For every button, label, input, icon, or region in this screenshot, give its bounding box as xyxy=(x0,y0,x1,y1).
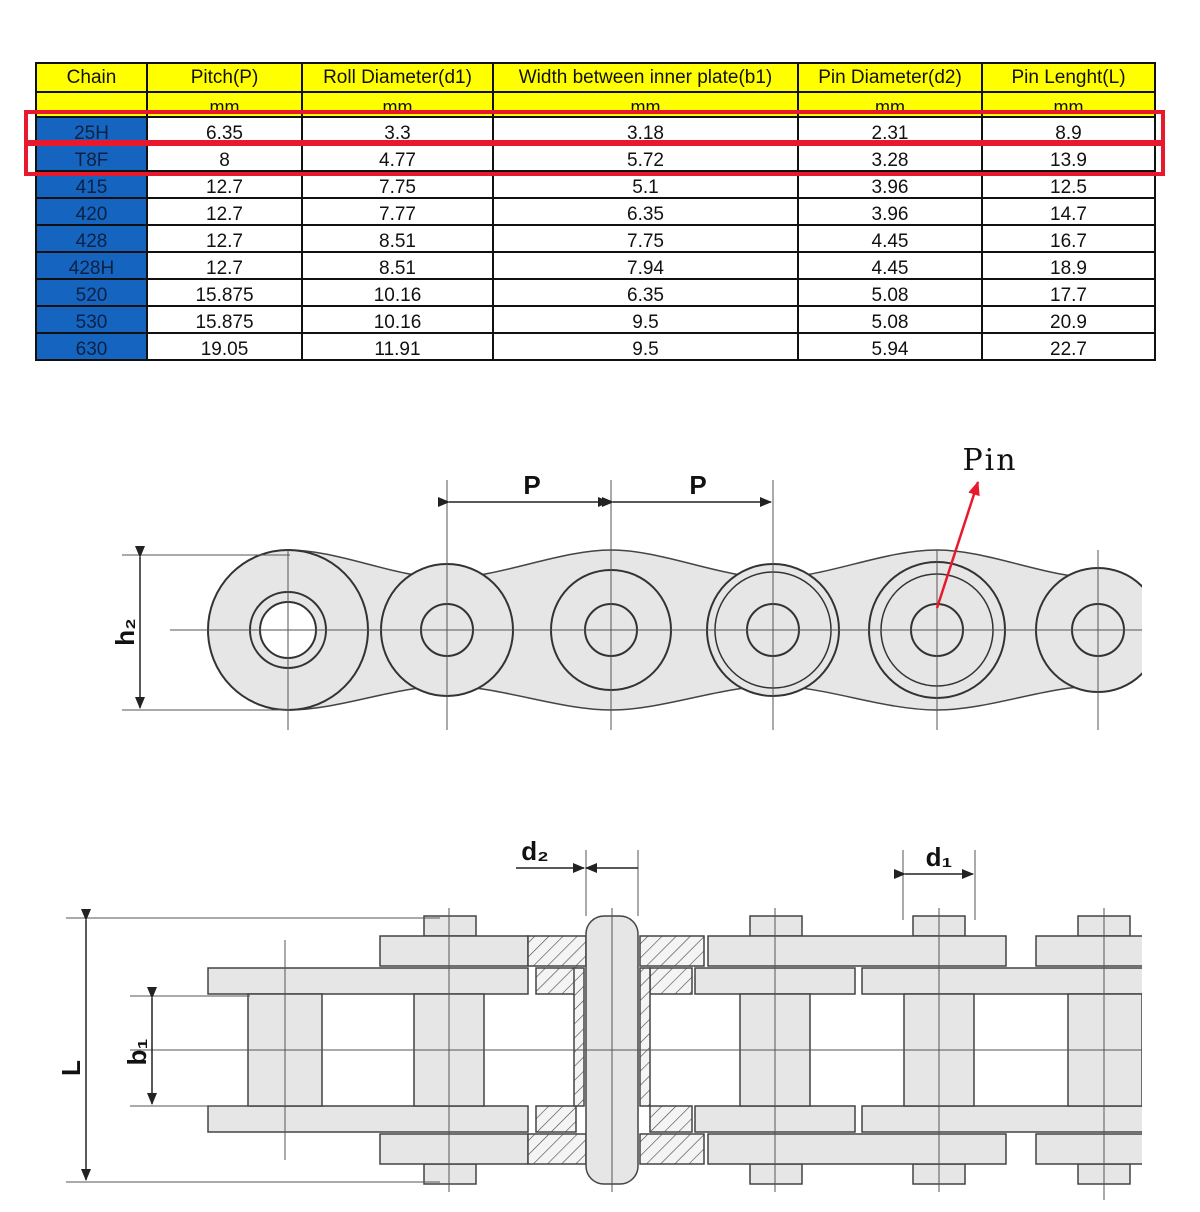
cell-pin-length: 8.9 xyxy=(982,117,1155,144)
table-row xyxy=(36,252,1155,279)
header-chain: Chain xyxy=(36,63,147,92)
cell-pitch: 6.35 xyxy=(147,117,302,144)
cell-chain: 520 xyxy=(36,279,147,306)
cell-pitch: 12.7 xyxy=(147,252,302,279)
cell-pin-length: 13.9 xyxy=(982,144,1155,171)
cell-inner-width: 6.35 xyxy=(493,198,798,225)
chain-side-view xyxy=(0,430,1200,750)
cell-roll-diameter: 8.51 xyxy=(302,252,493,279)
top-dimensions xyxy=(86,868,973,1180)
cell-pitch: 15.875 xyxy=(147,279,302,306)
cell-pin-diameter: 5.08 xyxy=(798,279,982,306)
cell-chain: 415 xyxy=(36,171,147,198)
cell-pin-diameter: 4.45 xyxy=(798,252,982,279)
cell-inner-width: 9.5 xyxy=(493,333,798,360)
cell-inner-width: 3.18 xyxy=(493,117,798,144)
unit-cell: mm xyxy=(493,92,798,117)
roller-diameter-label: d₁ xyxy=(925,842,953,872)
cell-roll-diameter: 7.77 xyxy=(302,198,493,225)
inner-width-label: b₁ xyxy=(122,1038,152,1066)
cell-chain: 530 xyxy=(36,306,147,333)
header-roll-diameter: Roll Diameter(d1) xyxy=(302,63,493,92)
header-pin-length: Pin Lenght(L) xyxy=(982,63,1155,92)
cell-pin-diameter: 3.96 xyxy=(798,198,982,225)
chain-spec-table xyxy=(35,62,1156,361)
cell-inner-width: 5.1 xyxy=(493,171,798,198)
header-pin-diameter: Pin Diameter(d2) xyxy=(798,63,982,92)
cell-roll-diameter: 7.75 xyxy=(302,171,493,198)
cell-roll-diameter: 4.77 xyxy=(302,144,493,171)
pin-end-caps-bottom xyxy=(424,1164,1130,1184)
cell-pin-length: 16.7 xyxy=(982,225,1155,252)
chain-top-view xyxy=(0,820,1200,1212)
pin-callout-label: Pin xyxy=(962,443,1018,478)
cell-pitch: 12.7 xyxy=(147,198,302,225)
cell-inner-width: 9.5 xyxy=(493,306,798,333)
cell-pin-length: 18.9 xyxy=(982,252,1155,279)
unit-cell xyxy=(36,92,147,117)
pitch-label-1: P xyxy=(523,470,541,500)
header-row xyxy=(36,63,1155,92)
cell-pin-length: 14.7 xyxy=(982,198,1155,225)
height-label: h₂ xyxy=(110,618,140,646)
cell-pin-length: 22.7 xyxy=(982,333,1155,360)
cell-pitch: 8 xyxy=(147,144,302,171)
header-inner-width: Width between inner plate(b1) xyxy=(493,63,798,92)
cell-chain: 25H xyxy=(36,117,147,144)
unit-cell: mm xyxy=(798,92,982,117)
cell-roll-diameter: 11.91 xyxy=(302,333,493,360)
cell-chain: 630 xyxy=(36,333,147,360)
pin-diameter-label: d₂ xyxy=(521,836,549,866)
cell-chain: 428H xyxy=(36,252,147,279)
unit-cell: mm xyxy=(982,92,1155,117)
header-pitch: Pitch(P) xyxy=(147,63,302,92)
table-body xyxy=(36,117,1155,360)
pin-length-label: L xyxy=(56,1060,86,1076)
cell-inner-width: 6.35 xyxy=(493,279,798,306)
cell-pitch: 19.05 xyxy=(147,333,302,360)
unit-cell: mm xyxy=(147,92,302,117)
cell-pin-length: 17.7 xyxy=(982,279,1155,306)
table-row xyxy=(36,117,1155,144)
table-row xyxy=(36,198,1155,225)
table-row xyxy=(36,306,1155,333)
cell-pitch: 12.7 xyxy=(147,171,302,198)
cell-pin-diameter: 3.28 xyxy=(798,144,982,171)
table-row xyxy=(36,279,1155,306)
cell-pin-diameter: 2.31 xyxy=(798,117,982,144)
table-row xyxy=(36,144,1155,171)
cell-pin-diameter: 3.96 xyxy=(798,171,982,198)
cell-pin-diameter: 5.08 xyxy=(798,306,982,333)
cell-chain: T8F xyxy=(36,144,147,171)
table-row xyxy=(36,171,1155,198)
cell-chain: 428 xyxy=(36,225,147,252)
cell-chain: 420 xyxy=(36,198,147,225)
pitch-label-2: P xyxy=(689,470,707,500)
cell-pitch: 12.7 xyxy=(147,225,302,252)
table-row xyxy=(36,333,1155,360)
cell-inner-width: 7.75 xyxy=(493,225,798,252)
table-row xyxy=(36,225,1155,252)
pin-end-caps-top xyxy=(424,916,1130,936)
cell-pin-length: 12.5 xyxy=(982,171,1155,198)
cell-inner-width: 5.72 xyxy=(493,144,798,171)
cell-pin-diameter: 5.94 xyxy=(798,333,982,360)
cell-roll-diameter: 10.16 xyxy=(302,306,493,333)
cell-inner-width: 7.94 xyxy=(493,252,798,279)
cell-pin-diameter: 4.45 xyxy=(798,225,982,252)
unit-cell: mm xyxy=(302,92,493,117)
cell-roll-diameter: 3.3 xyxy=(302,117,493,144)
units-row xyxy=(36,92,1155,117)
cell-pin-length: 20.9 xyxy=(982,306,1155,333)
cell-roll-diameter: 8.51 xyxy=(302,225,493,252)
cell-pitch: 15.875 xyxy=(147,306,302,333)
cell-roll-diameter: 10.16 xyxy=(302,279,493,306)
